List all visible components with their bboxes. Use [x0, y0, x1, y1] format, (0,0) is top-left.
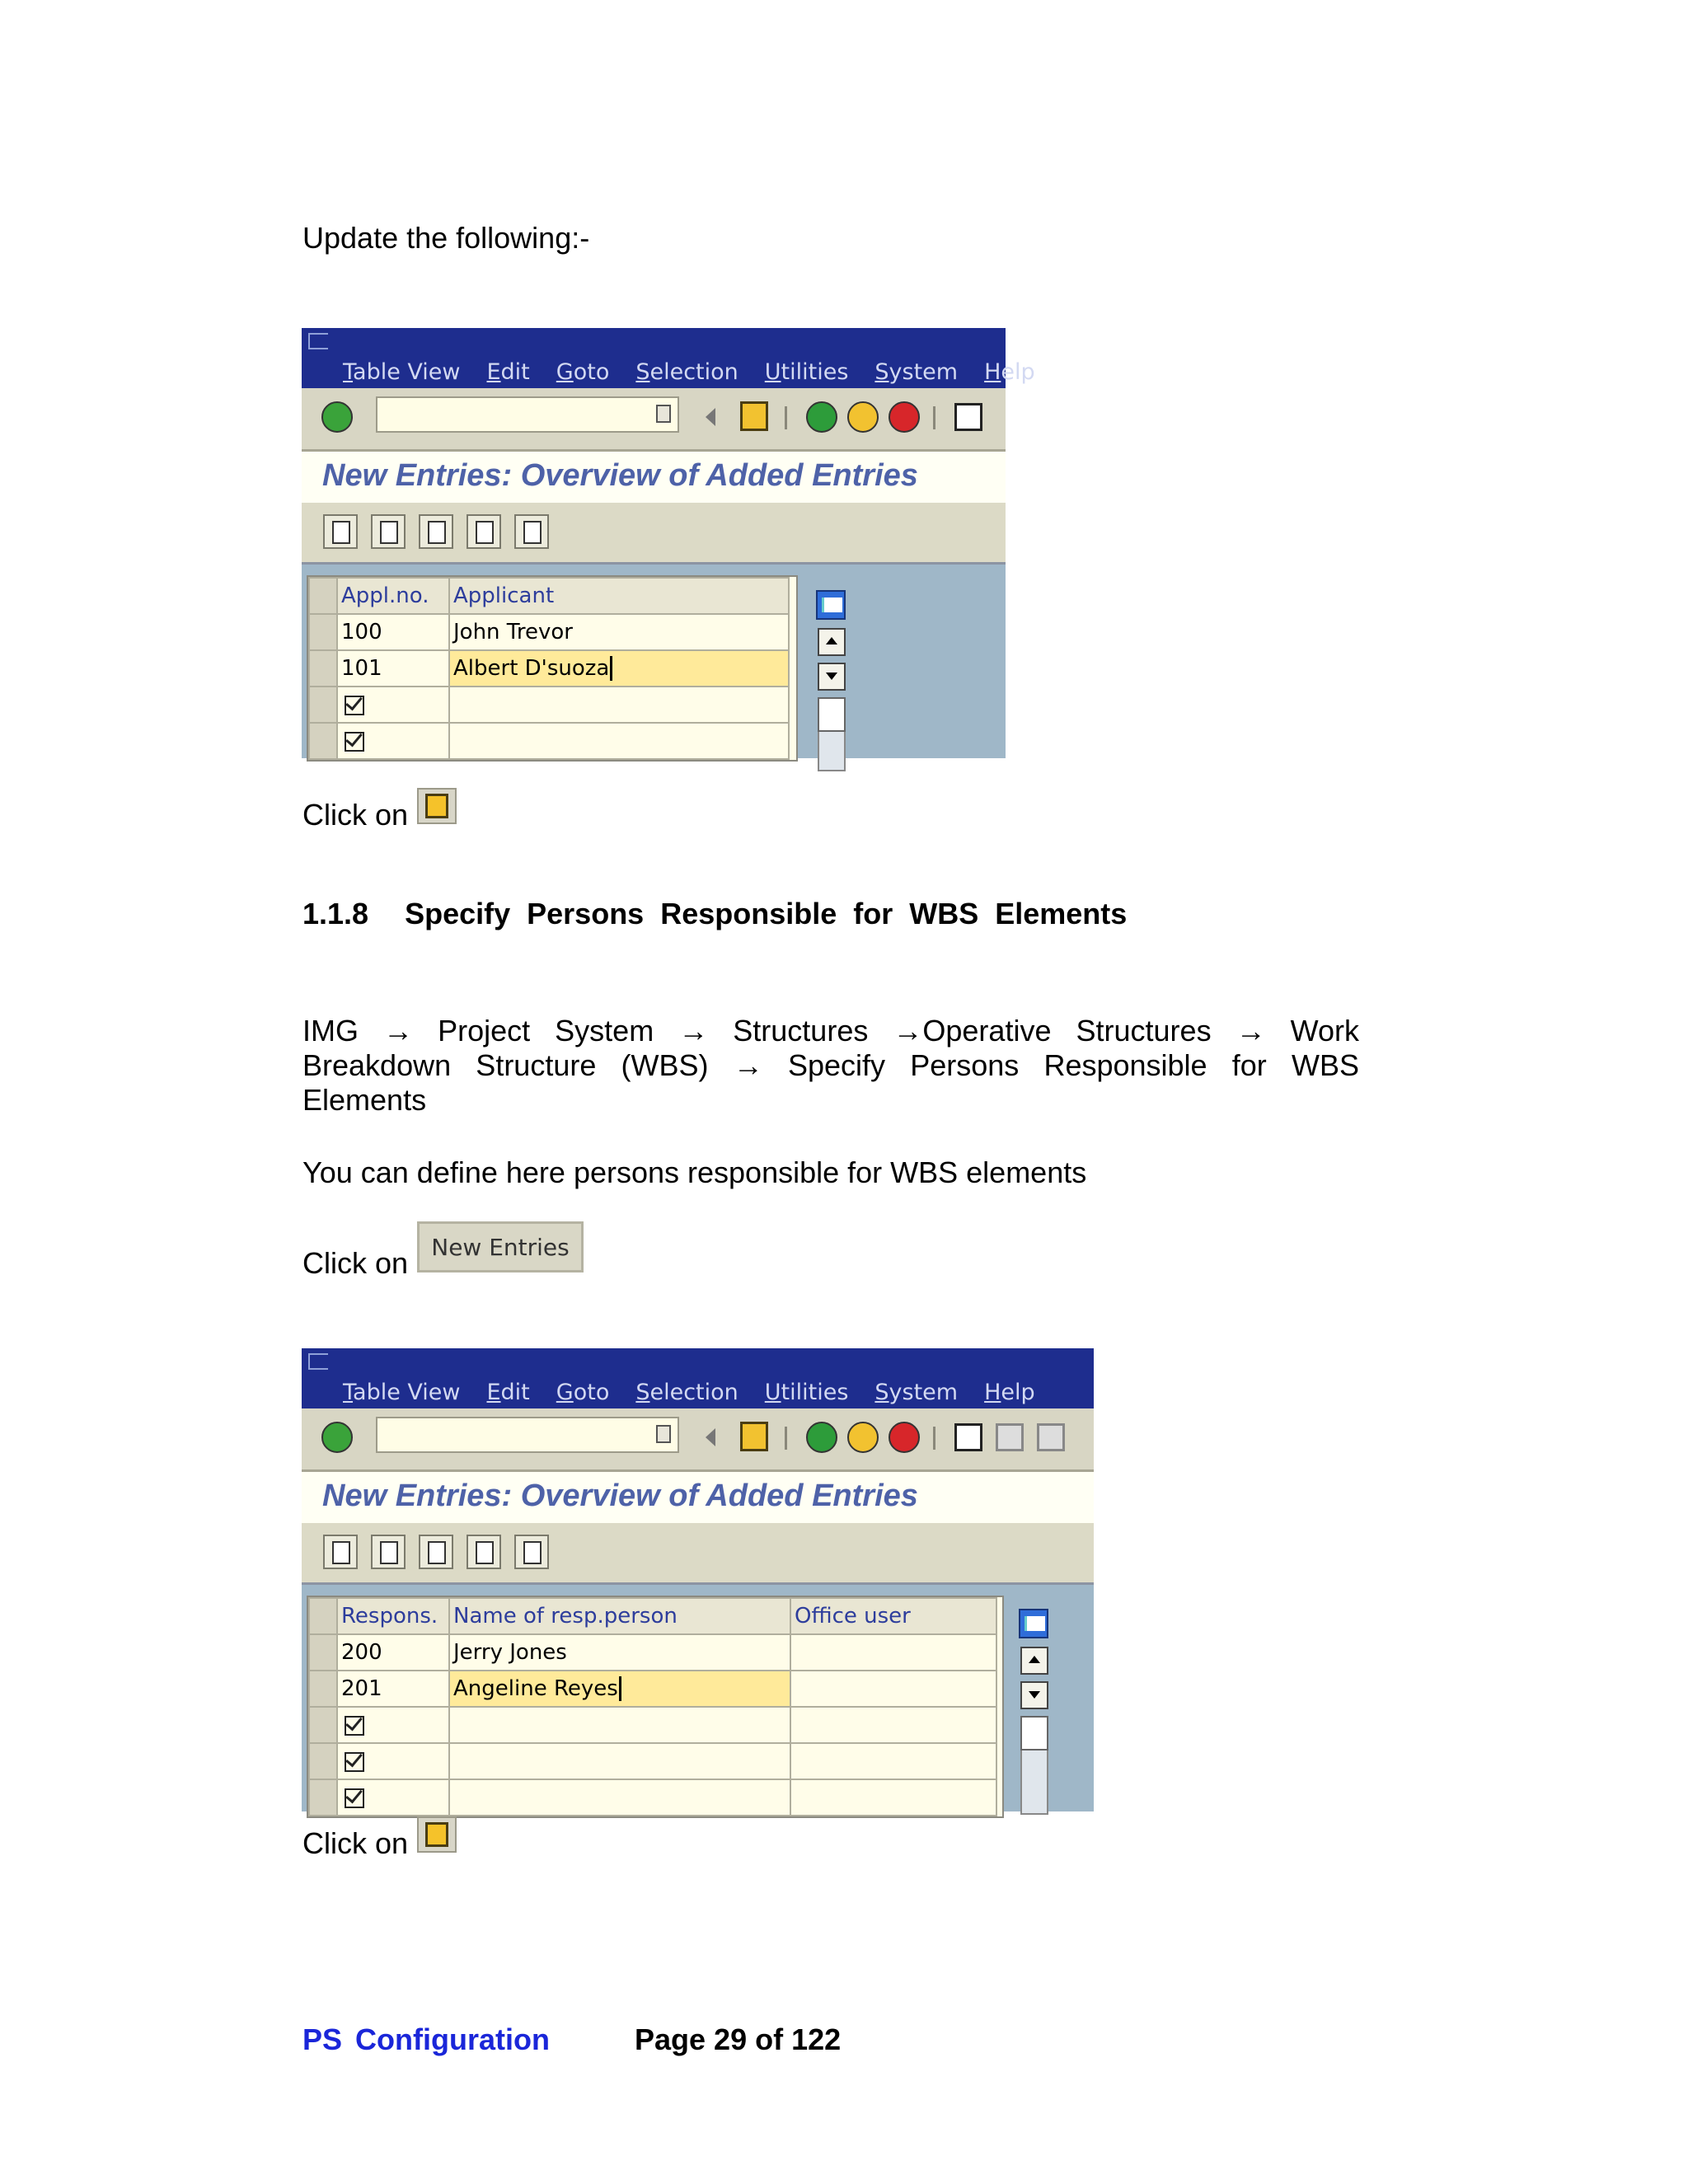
checkbox-icon[interactable]: [345, 1716, 364, 1736]
footer-ps-configuration: PS Configuration: [302, 2022, 550, 2056]
empty-cell[interactable]: [790, 1779, 996, 1816]
table-scrollbar: [1019, 1609, 1052, 1815]
table-row: [309, 1671, 996, 1707]
applicant-cell-active[interactable]: [449, 650, 789, 687]
command-field[interactable]: [376, 396, 679, 433]
checkbox-icon[interactable]: [345, 1788, 364, 1808]
exit-icon[interactable]: [847, 401, 879, 433]
save-icon: [417, 788, 457, 824]
menu-utilities[interactable]: Utilities: [764, 1380, 849, 1405]
find-icon[interactable]: [996, 1423, 1024, 1451]
empty-cell[interactable]: [337, 723, 449, 759]
img-path-text-end: Elements: [302, 1083, 427, 1117]
empty-cell[interactable]: [449, 723, 789, 759]
name-value: Angeline Reyes: [453, 1675, 618, 1701]
select-all-icon[interactable]: [419, 1535, 453, 1569]
column-header-office-user[interactable]: Office user: [790, 1598, 996, 1634]
click-on-text: Click on: [302, 1246, 409, 1280]
section-heading: [302, 897, 1127, 931]
exit-icon[interactable]: [847, 1422, 879, 1453]
select-all-cell[interactable]: [309, 578, 337, 614]
row-selector[interactable]: [309, 723, 337, 759]
menu-help[interactable]: Help: [984, 359, 1035, 385]
click-on-text: Click on: [302, 1826, 409, 1860]
change-display-icon[interactable]: [323, 1535, 358, 1569]
column-header-name[interactable]: Name of resp.person: [449, 1598, 790, 1634]
application-toolbar: [302, 503, 1006, 565]
table-row: [309, 723, 789, 759]
column-header-appl-no[interactable]: Appl.no.: [337, 578, 449, 614]
name-cell[interactable]: Jerry Jones: [449, 1634, 790, 1671]
deselect-all-icon[interactable]: [514, 514, 549, 549]
sap-screenshot-1: [302, 328, 1035, 758]
intro-text: Update the following:-: [302, 221, 590, 255]
cancel-icon[interactable]: [889, 401, 920, 433]
empty-cell[interactable]: [449, 1743, 790, 1779]
print-icon[interactable]: [954, 1423, 982, 1451]
menu-utilities[interactable]: Utilities: [764, 359, 849, 385]
toolbar-expand-icon[interactable]: [706, 1428, 715, 1446]
select-block-icon[interactable]: [467, 514, 501, 549]
print-icon[interactable]: [954, 403, 982, 431]
office-user-cell[interactable]: [790, 1671, 996, 1707]
entries-table: [307, 575, 798, 762]
column-header-applicant[interactable]: Applicant: [449, 578, 789, 614]
column-settings-icon[interactable]: [816, 590, 846, 620]
row-selector[interactable]: [309, 1634, 337, 1671]
select-all-cell[interactable]: [309, 1598, 337, 1634]
table-row: [309, 1743, 996, 1779]
footer-page-number: Page 29 of 122: [635, 2022, 842, 2056]
checkbox-icon[interactable]: [345, 732, 364, 752]
empty-cell[interactable]: [449, 1779, 790, 1816]
menu-table-view[interactable]: Table View: [343, 1380, 461, 1405]
command-field[interactable]: [376, 1417, 679, 1453]
sap-screenshot-2: [302, 1348, 1094, 1811]
toolbar-separator: [785, 1427, 787, 1450]
row-selector[interactable]: [309, 1707, 337, 1743]
screen-title: New Entries: Overview of Added Entries: [322, 1479, 918, 1513]
toolbar-expand-icon[interactable]: [706, 408, 715, 426]
section-title: Specify Persons Responsible for WBS Elements: [405, 897, 1128, 930]
entries-table: [307, 1596, 1004, 1818]
application-toolbar: [302, 1523, 1094, 1585]
empty-cell[interactable]: [449, 687, 789, 723]
respons-cell[interactable]: 200: [337, 1634, 449, 1671]
scroll-thumb[interactable]: [818, 697, 846, 732]
select-block-icon[interactable]: [467, 1535, 501, 1569]
table-row: [309, 614, 789, 650]
applicant-value: Albert D'suoza: [453, 655, 610, 681]
delete-row-icon[interactable]: [371, 1535, 406, 1569]
back-icon[interactable]: [806, 1422, 837, 1453]
menu-edit[interactable]: Edit: [486, 1380, 530, 1405]
window-menu-icon[interactable]: [308, 1353, 328, 1370]
menu-table-view[interactable]: Table View: [343, 359, 461, 385]
img-path-text: IMG → Project System → Structures →Operative Structures → Work Breakdown Structure (WBS) → Specify Persons Responsible for WBS: [302, 1014, 1359, 1082]
scroll-up-icon[interactable]: [818, 628, 846, 656]
scroll-thumb[interactable]: [1020, 1716, 1048, 1750]
screen-title-bar: [302, 452, 1006, 503]
column-settings-icon[interactable]: [1019, 1609, 1048, 1638]
enter-check-icon[interactable]: [321, 1422, 353, 1453]
checkbox-icon[interactable]: [345, 696, 364, 715]
command-history-icon[interactable]: [656, 405, 671, 423]
new-entries-button: New Entries: [417, 1221, 584, 1272]
sap-standard-toolbar: [302, 388, 1006, 452]
window-menu-icon[interactable]: [308, 333, 328, 349]
command-history-icon[interactable]: [656, 1425, 671, 1443]
sap-standard-toolbar: [302, 1408, 1094, 1472]
menu-selection[interactable]: Selection: [635, 359, 738, 385]
checkbox-icon[interactable]: [345, 1752, 364, 1772]
description-text: You can define here persons responsible for WBS elements: [302, 1155, 1087, 1189]
sap-menu-bar: [343, 359, 1035, 385]
save-icon: [417, 1816, 457, 1853]
table-row: [309, 687, 789, 723]
screen-title: New Entries: Overview of Added Entries: [322, 458, 918, 493]
name-cell-active[interactable]: [449, 1671, 790, 1707]
menu-goto[interactable]: Goto: [556, 1380, 610, 1405]
scroll-down-icon[interactable]: [818, 663, 846, 691]
row-selector[interactable]: [309, 1671, 337, 1707]
text-cursor: [610, 656, 612, 681]
section-number: 1.1.8: [302, 897, 369, 930]
back-icon[interactable]: [806, 401, 837, 433]
row-selector[interactable]: [309, 650, 337, 687]
enter-check-icon[interactable]: [321, 401, 353, 433]
menu-system[interactable]: System: [874, 359, 959, 385]
menu-system[interactable]: System: [874, 1380, 959, 1405]
empty-cell[interactable]: [449, 1707, 790, 1743]
table-row: [309, 1779, 996, 1816]
empty-cell[interactable]: [790, 1707, 996, 1743]
delete-row-icon[interactable]: [371, 514, 406, 549]
menu-selection[interactable]: Selection: [635, 1380, 738, 1405]
save-icon[interactable]: [740, 401, 768, 431]
change-display-icon[interactable]: [323, 514, 358, 549]
sap-title-bar: [302, 1348, 1094, 1408]
empty-cell[interactable]: [337, 1743, 449, 1779]
empty-cell[interactable]: [337, 1707, 449, 1743]
table-row: [309, 1634, 996, 1671]
menu-help[interactable]: Help: [984, 1380, 1035, 1405]
menu-edit[interactable]: Edit: [486, 359, 530, 385]
table-scrollbar: [816, 590, 849, 763]
respons-cell[interactable]: 201: [337, 1671, 449, 1707]
empty-cell[interactable]: [337, 687, 449, 723]
screen-title-bar: [302, 1472, 1094, 1523]
appl-no-cell[interactable]: 100: [337, 614, 449, 650]
find-next-icon[interactable]: [1037, 1423, 1065, 1451]
table-row: [309, 650, 789, 687]
click-on-text: Click on: [302, 798, 409, 832]
row-selector[interactable]: [309, 1779, 337, 1816]
deselect-all-icon[interactable]: [514, 1535, 549, 1569]
row-selector[interactable]: [309, 687, 337, 723]
column-header-respons[interactable]: Respons.: [337, 1598, 449, 1634]
toolbar-separator: [933, 406, 935, 429]
select-all-icon[interactable]: [419, 514, 453, 549]
sap-menu-bar: [343, 1380, 1035, 1405]
toolbar-separator: [933, 1427, 935, 1450]
table-row: [309, 1707, 996, 1743]
empty-cell[interactable]: [790, 1743, 996, 1779]
cancel-icon[interactable]: [889, 1422, 920, 1453]
menu-goto[interactable]: Goto: [556, 359, 610, 385]
scroll-down-icon[interactable]: [1020, 1681, 1048, 1709]
scroll-up-icon[interactable]: [1020, 1647, 1048, 1675]
sap-title-bar: [302, 328, 1035, 388]
row-selector[interactable]: [309, 1743, 337, 1779]
appl-no-cell[interactable]: 101: [337, 650, 449, 687]
text-cursor: [619, 1676, 621, 1701]
row-selector[interactable]: [309, 614, 337, 650]
applicant-cell[interactable]: John Trevor: [449, 614, 789, 650]
save-icon[interactable]: [740, 1422, 768, 1451]
empty-cell[interactable]: [337, 1779, 449, 1816]
toolbar-separator: [785, 406, 787, 429]
office-user-cell[interactable]: [790, 1634, 996, 1671]
